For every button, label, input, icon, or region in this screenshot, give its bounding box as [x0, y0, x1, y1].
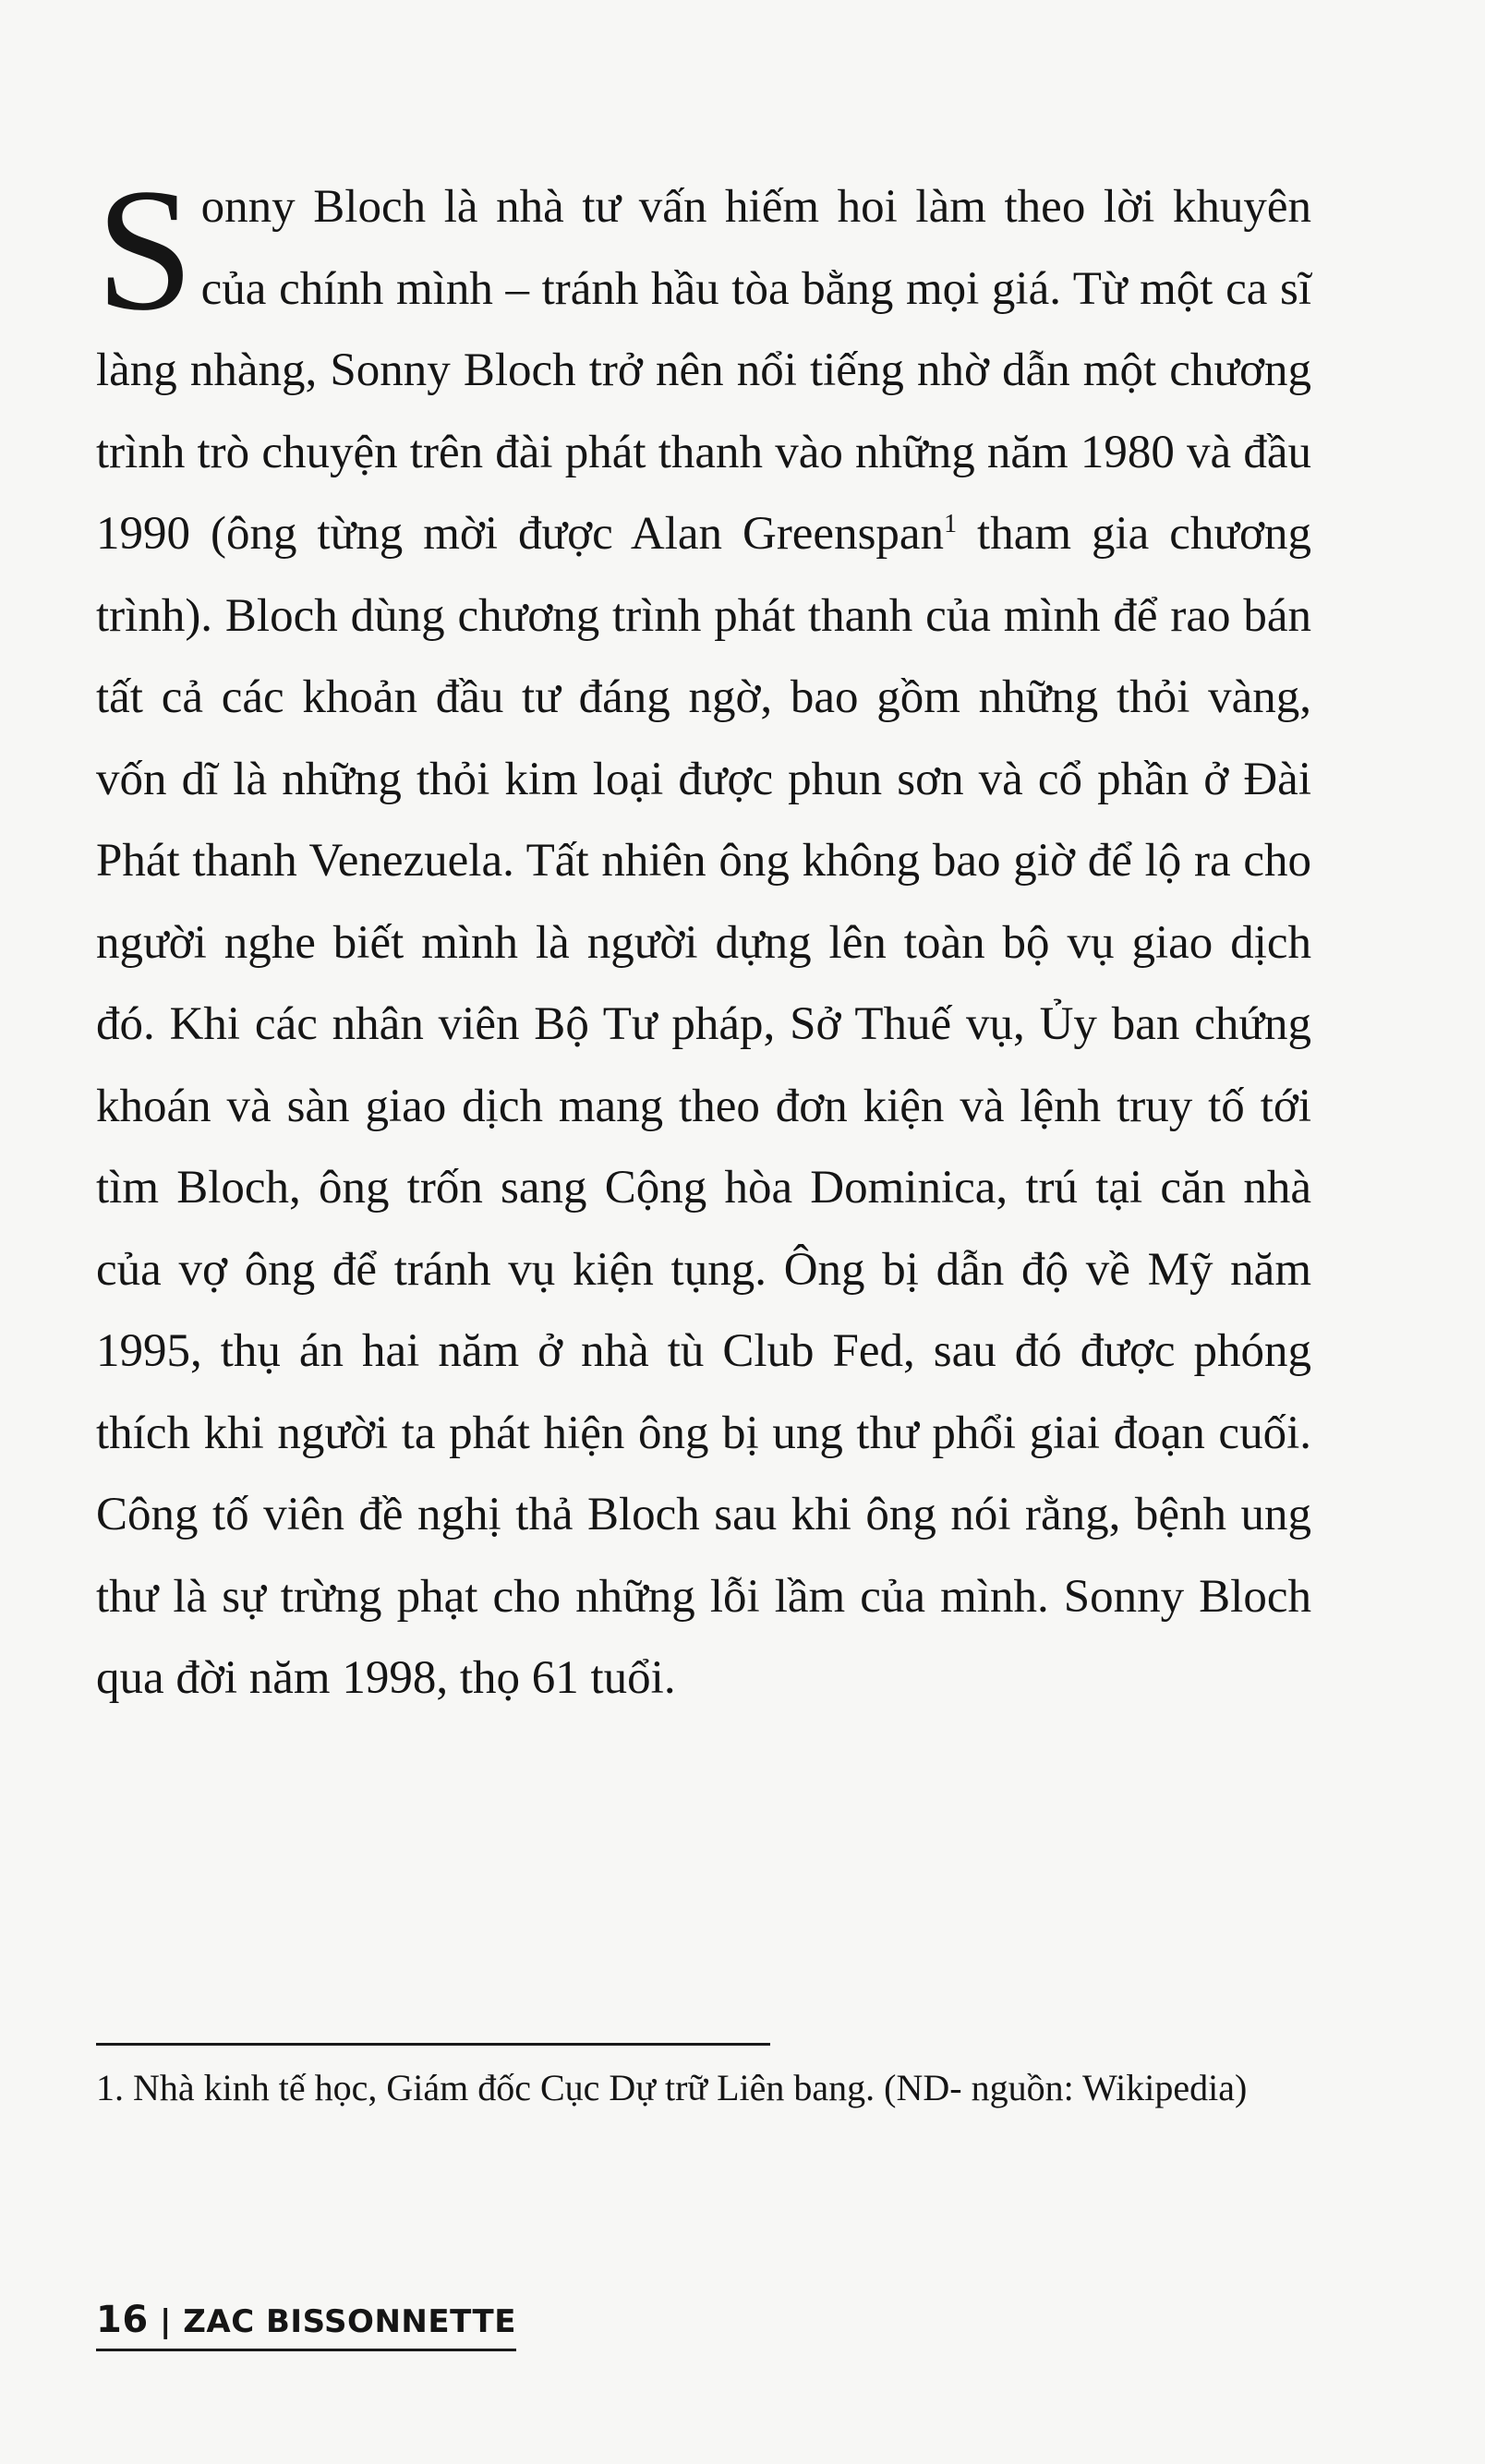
footer-separator: | [148, 2303, 184, 2340]
footnote-reference[interactable]: 1 [944, 510, 958, 538]
footnote: 1. Nhà kinh tế học, Giám đốc Cục Dự trữ Liên bang. (ND- nguồn: Wikipedia) [96, 2067, 1248, 2108]
body-paragraph [96, 153, 1311, 1720]
body-text-start: onny Bloch là nhà tư vấn hiếm hoi làm theo lời khuyên của chính mình – tránh hầu tòa bằng mọi giá. Từ một ca sĩ làng nhàng, Sonny Bloch trở nên nổi tiếng nhờ dẫn một chương trình trò chuyện trên đài phát thanh vào những năm 1980 và đầu 1990 (ông từng mời được Alan Greenspan [96, 181, 1311, 560]
running-footer [96, 2297, 516, 2351]
footnote-divider [96, 2043, 770, 2046]
drop-cap: S [96, 153, 194, 347]
body-text-end: tham gia chương trình). Bloch dùng chương trình phát thanh của mình để rao bán tất cả các khoản đầu tư đáng ngờ, bao gồm những thỏi vàng, vốn dĩ là những thỏi kim loại được phun sơn và cổ phần ở Đài Phát thanh Venezuela. Tất nhiên ông không bao giờ để lộ ra cho người nghe biết mình là người dựng lên toàn bộ vụ giao dịch đó. Khi các nhân viên Bộ Tư pháp, Sở Thuế vụ, Ủy ban chứng khoán và sàn giao dịch mang theo đơn kiện và lệnh truy tố tới tìm Bloch, ông trốn sang Cộng hòa Dominica, trú tại căn nhà của vợ ông để tránh vụ kiện tụng. Ông bị dẫn độ về Mỹ năm 1995, thụ án hai năm ở nhà tù Club Fed, sau đó được phóng thích khi người ta phát hiện ông bị ung thư phổi giai đoạn cuối. Công tố viên đề nghị thả Bloch sau khi ông nói rằng, bệnh ung thư là sự trừng phạt cho những lỗi lầm của mình. Sonny Bloch qua đời năm 1998, thọ 61 tuổi. [96, 508, 1311, 1704]
author-name: ZAC BISSONNETTE [183, 2303, 516, 2340]
page-number: 16 [96, 2299, 149, 2341]
